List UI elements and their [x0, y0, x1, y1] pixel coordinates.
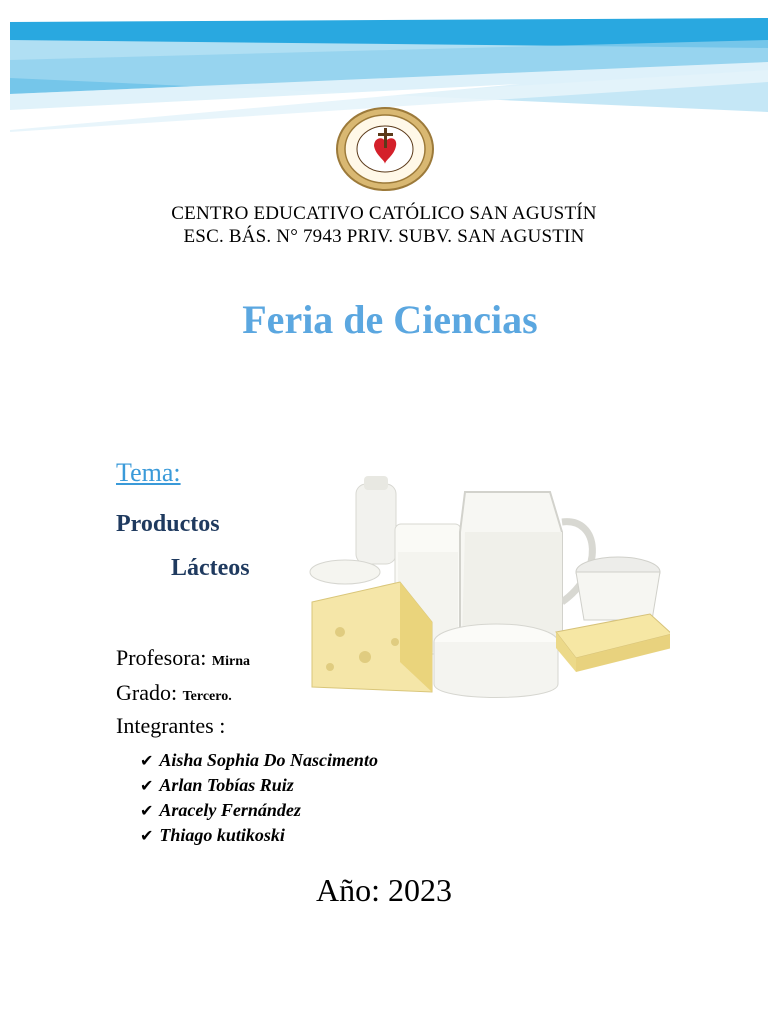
profesora-row	[116, 645, 250, 671]
profesora-label: Profesora:	[116, 645, 207, 670]
grado-label: Grado:	[116, 680, 178, 705]
list-item: ✔ Arlan Tobías Ruiz	[140, 775, 294, 795]
grado-value: Tercero.	[182, 689, 232, 704]
school-subtitle: ESC. BÁS. N° 7943 PRIV. SUBV. SAN AGUSTIN	[183, 226, 585, 247]
topic-line-2: Lácteos	[171, 555, 250, 581]
school-seal-icon	[334, 106, 436, 192]
dairy-products-image	[300, 462, 670, 707]
tema-label: Tema:	[116, 458, 181, 487]
check-icon: ✔	[140, 751, 154, 770]
profesora-value: Mirna	[211, 654, 251, 669]
school-name: CENTRO EDUCATIVO CATÓLICO SAN AGUSTÍN	[171, 203, 597, 224]
topic-line-1: Productos	[116, 511, 220, 537]
check-icon: ✔	[140, 776, 154, 795]
check-icon: ✔	[140, 801, 154, 820]
grado-row	[116, 680, 232, 706]
check-icon: ✔	[140, 826, 154, 845]
list-item: ✔ Aracely Fernández	[140, 800, 301, 820]
members-list	[140, 748, 378, 848]
list-item: ✔ Aisha Sophia Do Nascimento	[140, 750, 378, 770]
list-item: ✔ Thiago kutikoski	[140, 825, 285, 845]
page-title: Feria de Ciencias	[242, 297, 538, 342]
year-label: Año: 2023	[316, 872, 452, 908]
integrantes-label: Integrantes :	[116, 713, 226, 738]
